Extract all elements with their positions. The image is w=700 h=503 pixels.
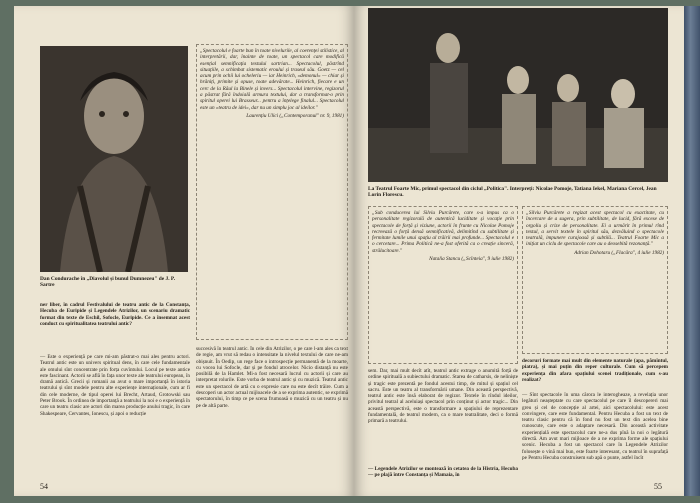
right-quote-box-1 — [368, 206, 518, 364]
actor-portrait-illustration — [40, 46, 188, 272]
left-column-2: succesivă în teatrul antic. În cele din Atrizilor, o pe care l-am ales ca text de regie, am vrut să redau o intensitate la nivelul textului de care ne-am obișnuit. În Oedip, un rege face o introspecție permanentă de la moarte, cu vocea lui Sofocle, dar și pe fondul atrocelor. Nicio distanță nu este posibilă de la Hamlet. Mi-a fost necesară lucrul cu actorii și care au interpretat rolurile. Este vorba de teatrul antic și cu muzică. Teatrul antic este un spectacol de artă cu o expresie care nu este decît trăire. Cum a descoperi un actor actual mijloacele de a se exprima autentic, se exprimă spectatorului, în timp ce pe scena frumoasă o muzică cu un teatru și nu pe de altă parte. — [196, 346, 348, 409]
left-page-number: 54 — [40, 482, 48, 491]
left-page — [14, 6, 354, 496]
right-quote-2-attribution: Adrian Dohotaru („Flacăra", 4 iulie 1982) — [574, 249, 664, 256]
right-photo-caption: La Teatrul Foarte Mic, primul spectacol din ciclul „Politica". Interpreți: Nicolae Pomoje, Tatiana Iekel, Mariana Cercel, Jean Lorin Florescu. — [368, 186, 657, 199]
right-page-number: 55 — [654, 482, 662, 491]
actor-portrait-photo — [40, 46, 188, 272]
right-quote-2-text: „Silviu Purcărete a regizat acest spectacol cu exactitate, cu încercare de a sugera, prin subtilitate, de lucid, fără excese de orgoliu și crize de personalitate. Ei a urmărit în primul rînd textul, a servit textele în spiritul său, dezvăluind o spectacole teatrală, impunere curajoasă și subtilă... Teatrul Foarte Mic a inițiat un ciclu de spectacole care au o deosebită rezonanță." — [526, 210, 664, 248]
left-quote-attribution: Laurențiu Ulici („Contemporanul" nr. 9, 1981) — [246, 112, 344, 119]
right-page — [354, 6, 688, 496]
left-photo-caption: Dan Condurache în „Diavolul și bunul Dumnezeu" de J. P. Sartre — [40, 276, 176, 289]
right-column-question: decoruri formate mai mult din elemente naturale (apa, pămîntul, piatra), și mai puțin din reper culturale. Cum să percepem experiența din afara spațiului scenei tradiționale, cum s-au realizat? — [522, 358, 668, 383]
left-column-1: — Este o experiență pe care mi-am păstrat-o mai ales pentru actori. Teatrul antic este un univers spiritual dens, în care cele fundamentale ale omului sînt concentrate prin forța cuvîntului. Locul pe texte antice este fascinant. Actorii se află în fața unor texte ale teatrului european, în dramă antică. Grecii și romanii au avut o mare importanță în istoria teatrului și sînt modele pentru alte experiențe internaționale, cum ar fi din cele moderne, de tipul operei lui Brecht, Artaud, Grotowski sau Peter Brook. În ordinea de importanță a teatrului la noi e o experiență în care un teatru clasic are actori din marea producție anului tragic, în care Shakespeare, Cervantes, Ionescu, și apoi o reducție — [40, 354, 190, 417]
right-column-mid: sem. Dar, mai mult decît atît, teatrul antic extrage o anumită forță de ordine spirituală a subiectului dramatic. Starea de catharsis, de neliniște și tragic este prezentă pe fondul acestui timp, de mitul și spațiul cel sacru. Este un teatru al transformării umane. Din această perspectivă, teatrul antic este însă elaborat de regizor. Textele în rîndul ideilor, privitul teatral al aceluiași spectacol prin conținut și actor tragic... Din această perspectivă, este o transformare a spațiului de reprezentare fundamentală, de teatrul modern, ca o mare teatralitate, deci o formă primară a teatrului. — [368, 368, 518, 425]
left-intro-question: ner liber, în cadrul Festivalului de teatru antic de la Constanța, Hecuba de Euripide și Legendele Atrizilor, un scenariu dramatic format din texte de Eschil, Sofocle, Euripide. Ce a însemnat acest conduct cu spiritualitatea teatrului antic? — [40, 302, 190, 327]
right-quote-1-attribution: Natalia Stancu („Scînteia", 9 iulie 1982) — [429, 256, 514, 263]
stage-scene-illustration — [368, 8, 668, 182]
right-quote-box-2 — [522, 206, 668, 354]
left-quote-box — [196, 44, 348, 340]
book-binding-edge — [684, 6, 700, 496]
right-column-mid-bold: — Legendele Atrizilor se montează în cetatea de la Histria, Hecuba — pe plajă între Constanța și Mamaia, în — [368, 466, 518, 479]
right-column-answer: — Sînt spectacole în uma cărora le interogheaze, a revelația unor legături neașteptate cu care spectacolul pe care îl descopereri mai greu și cel de concepție al artei, aici spectacolului: este acest convingere, care este fundamental. Pentru Hecuba a fost un text de teatru clasic pentru că în fond nu fost un text din acelea bine cunoscute, care este o adaptare necesară. Din această activitate experiențială este spectacolul care ne-a dus pînă la noi o legătură directă. Am avut mari mijloace de a ne exprima forme ale spațiului scenic. Hecuba a fost un spectacol care în Legendele Atrizilor folosește o vină mai bun, este foarte interesant, cu teatrul în suprafață pe Pentru Hecuba construisem sub apă o punte, astfel încît — [522, 392, 668, 461]
left-quote-text: „Spectacolul e foarte bun în toate nivelurile, al coerenței stilistice, al interpretării, dar, înainte de toate, un spectacol care modifică esențial semnificația textului sartrian... Spectacolul, păstrînd situațiile, a schimbat sistematic eroului și traseul său. Goetz — cel acum prin ochii lui ocheleriu — iar Heinrich, «demonul» — chiar și hrăniți, primite și opuse, toate adevărate... Heinrich, fiecare e un cerc de la Răul la Binele și invers... Spectacolul intervine, regizorul a păstrat fără îndoială armura textului, dar a transformat-o prin spiritul operei lui Brasseur... pentru a înțelege finalul... Spectacolul este un «teatru de idei», dar nu un simplu joc al ideilor." — [200, 48, 344, 111]
right-quote-1-text: „Sub conducerea lui Silviu Purcărete, care s-a impus ca o personalitate regizorală de autentică luciditate și vocație prin spectacole de forță și viziune, actorii în frunte cu Nicolae Pomoje recreează o forță densă semnificativă, delimitînd cu subtilitate și fermitate lumile unui spațiu al trăirii mai profunde... Spectacolul e o cercetare... Prima Politică ne-a fost oferită ca o creație sinceră, strălucitoare." — [372, 210, 514, 254]
stage-scene-photo — [368, 8, 668, 182]
